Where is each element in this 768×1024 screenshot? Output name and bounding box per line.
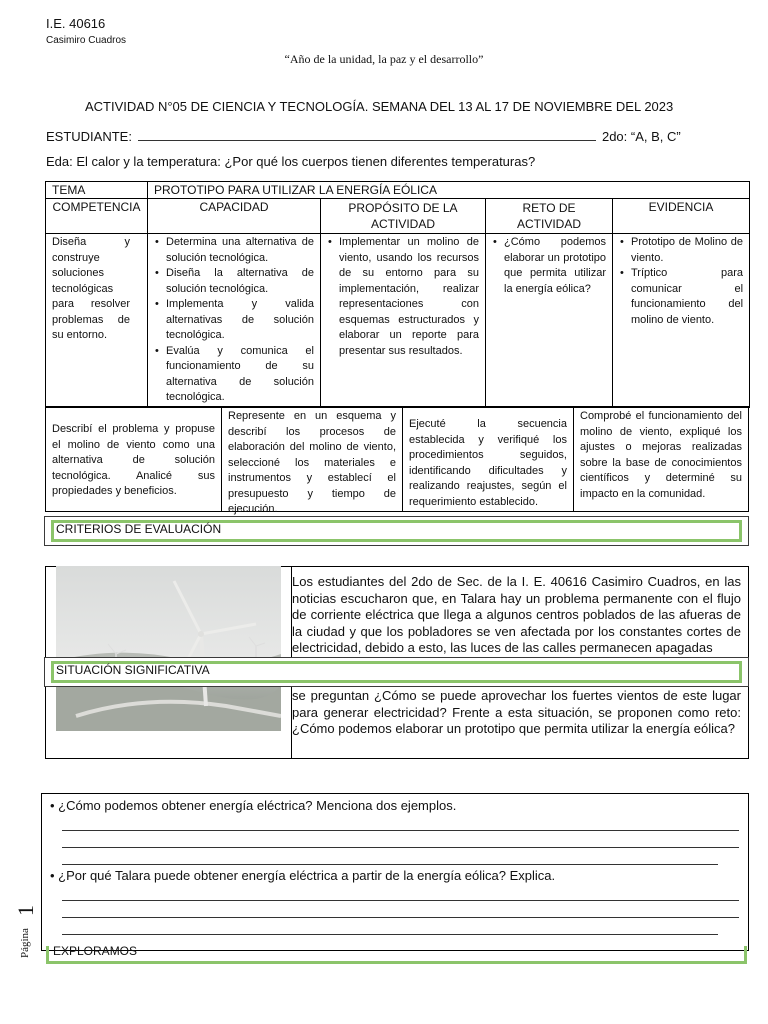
- question-2: • ¿Por qué Talara puede obtener energía eléctrica a partir de la energía eólica? Explica.: [50, 868, 556, 883]
- answer-line[interactable]: [62, 917, 739, 918]
- eda-title: Eda: El calor y la temperatura: ¿Por qué los cuerpos tienen diferentes temperaturas?: [46, 154, 536, 169]
- exploramos-box: [41, 946, 751, 966]
- page-number-graphic: [8, 900, 38, 960]
- answer-line[interactable]: [62, 847, 739, 848]
- exploramos-label: EXPLORAMOS: [46, 946, 747, 964]
- student-name-blank[interactable]: [138, 128, 596, 141]
- header-evidencia: EVIDENCIA: [613, 199, 750, 234]
- evidencia-list: [619, 235, 743, 328]
- situacion-box: [44, 657, 749, 687]
- page-number: [8, 900, 38, 960]
- header-capacidad: CAPACIDAD: [148, 199, 321, 234]
- activity-title: ACTIVIDAD N°05 DE CIENCIA Y TECNOLOGÍA. SEMANA DEL 13 AL 17 DE NOVIEMBRE DEL 2023: [85, 99, 674, 114]
- criterion-2: Represente en un esquema y describí los procesos de elaboración del molino de viento, seleccioné los materiales e instrumentos y establecí el presupuesto y tiempo de ejecución.: [222, 407, 403, 511]
- list-item: • ¿Cómo podemos elaborar un prototipo que permita utilizar la energía eólica?: [504, 235, 606, 297]
- competencia-text: Diseña y construye soluciones tecnológicas para resolver problemas de su entorno.: [52, 236, 130, 341]
- page-digit: 1: [13, 905, 38, 916]
- year-motto: “Año de la unidad, la paz y el desarrollo”: [284, 52, 484, 66]
- list-item: • Tríptico para comunicar el funcionamiento del molino de viento.: [631, 266, 743, 328]
- criterios-box: [44, 516, 749, 546]
- list-item: • Prototipo de Molino de viento.: [631, 235, 743, 266]
- grade-label: 2do: “A, B, C”: [601, 129, 681, 144]
- situation-text-bottom: se preguntan ¿Cómo se puede aprovechar los fuertes vientos de este lugar para generar electricidad? Frente a esta situación, se proponen como reto: ¿Cómo podemos elaborar un prototipo que permita utilizar la energía eólica?: [292, 688, 741, 736]
- tema-label: TEMA: [46, 182, 148, 199]
- answer-line[interactable]: [62, 830, 739, 831]
- reto-list: [492, 235, 606, 297]
- school-name: Casimiro Cuadros: [46, 35, 127, 46]
- list-item: • Diseña la alternativa de solución tecnológica.: [166, 266, 314, 297]
- list-item: • Evalúa y comunica el funcionamiento de su alternativa de solución tecnológica.: [166, 344, 314, 406]
- answer-line[interactable]: [62, 864, 718, 865]
- header-reto: RETO DE ACTIVIDAD: [486, 199, 613, 234]
- question-1: • ¿Cómo podemos obtener energía eléctrica? Menciona dos ejemplos.: [50, 798, 457, 813]
- header-competencia: COMPETENCIA: [46, 199, 148, 234]
- question-2-text: ¿Por qué Talara puede obtener energía eléctrica a partir de la energía eólica? Explica.: [58, 868, 556, 883]
- criterion-1: Describí el problema y propuse el molino de viento como una alternativa de solución tecnológica. Analicé sus propiedades y beneficios.: [46, 407, 222, 511]
- student-label: ESTUDIANTE:: [46, 129, 132, 144]
- situacion-label: SITUACIÓN SIGNIFICATIVA: [51, 661, 742, 683]
- situation-text-top: Los estudiantes del 2do de Sec. de la I. E. 40616 Casimiro Cuadros, en las noticias escucharon que, en Talara hay un problema permanente con el flujo de corriente eléctrica que llega a algunos centros poblados de las afueras de la ciudad y que los pobladores se ven afectada por los constantes cortes de electricidad, debido a esto, las luces de las calles permanecen apagadas: [292, 574, 741, 655]
- list-item: • Implementa y valida alternativas de solución tecnológica.: [166, 297, 314, 344]
- criterios-label: CRITERIOS DE EVALUACIÓN: [51, 520, 742, 542]
- header-proposito: PROPÓSITO DE LA ACTIVIDAD: [321, 199, 486, 234]
- question-1-text: ¿Cómo podemos obtener energía eléctrica? Menciona dos ejemplos.: [58, 798, 457, 813]
- proposito-list: [327, 235, 479, 359]
- list-item: • Determina una alternativa de solución tecnológica.: [166, 235, 314, 266]
- tema-value: PROTOTIPO PARA UTILIZAR LA ENERGÍA EÓLICA: [148, 182, 750, 199]
- criteria-row: [45, 406, 749, 515]
- school-code: I.E. 40616: [46, 16, 106, 31]
- criterion-4: Comprobé el funcionamiento del molino de viento, expliqué los ajustes o mejoras realizadas sobre la base de conocimientos científicos y determiné su impacto en la comunidad.: [580, 410, 742, 500]
- list-item: • Implementar un molino de viento, usando los recursos de su entorno para su implementación, realizar representaciones con esquemas estructurados y elaborar un reporte para presentar sus resultados.: [339, 235, 479, 359]
- planning-table: [45, 181, 750, 408]
- student-line: [46, 128, 681, 144]
- answer-line[interactable]: [62, 900, 739, 901]
- wind-turbine-image: [56, 566, 281, 731]
- page-label: Página: [19, 928, 31, 958]
- criterion-3: Ejecuté la secuencia establecida y verifiqué los procedimientos seguidos, identificando dificultades y realizando reajustes, según el requerimiento establecido.: [403, 407, 574, 511]
- capacidad-list: [154, 235, 314, 406]
- wind-turbine-photo: [56, 566, 281, 731]
- answer-line[interactable]: [62, 934, 718, 935]
